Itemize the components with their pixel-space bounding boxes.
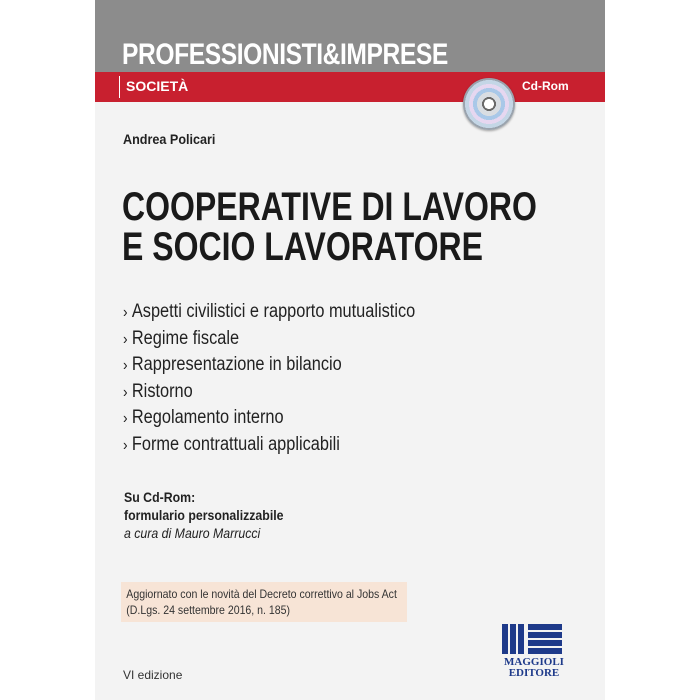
title-line-2: E SOCIO LAVORATORE bbox=[122, 225, 483, 269]
collana-label: SOCIETÀ bbox=[126, 78, 189, 94]
cdrom-label: Cd-Rom bbox=[522, 79, 569, 93]
list-item: › Rappresentazione in bilancio bbox=[123, 354, 342, 375]
update-note-line-2: (D.Lgs. 24 settembre 2016, n. 185) bbox=[126, 603, 291, 617]
title-line-1: COOPERATIVE DI LAVORO bbox=[122, 185, 537, 229]
chevron-right-icon: › bbox=[123, 383, 128, 401]
series-name: PROFESSIONISTI&IMPRESE bbox=[122, 38, 448, 71]
chevron-right-icon: › bbox=[123, 304, 128, 321]
cd-disc-icon bbox=[463, 78, 515, 130]
topics-list bbox=[123, 299, 415, 458]
cd-contents-item: formulario personalizzabile bbox=[124, 507, 284, 523]
list-item: › Regime fiscale bbox=[123, 327, 240, 349]
list-item: › Forme contrattuali applicabili bbox=[123, 433, 340, 455]
author-name: Andrea Policari bbox=[123, 131, 216, 147]
chevron-right-icon: › bbox=[123, 357, 128, 374]
edition-label: VI edizione bbox=[123, 668, 183, 682]
update-note-box bbox=[121, 582, 407, 622]
cd-contents bbox=[124, 488, 284, 542]
book-cover bbox=[95, 0, 605, 700]
cd-contents-curator: a cura di Mauro Marrucci bbox=[124, 525, 261, 541]
list-item: › Regolamento interno bbox=[123, 407, 284, 428]
collana-divider bbox=[119, 76, 120, 98]
list-item: › Ristorno bbox=[123, 380, 193, 402]
chevron-right-icon: › bbox=[123, 410, 128, 427]
cd-contents-heading: Su Cd-Rom: bbox=[124, 489, 196, 505]
book-title bbox=[122, 187, 537, 267]
collana-band bbox=[95, 72, 605, 102]
publisher-name: MAGGIOLI EDITORE bbox=[504, 656, 564, 679]
list-item: › Aspetti civilistici e rapporto mutualistico bbox=[123, 301, 416, 322]
chevron-right-icon: › bbox=[123, 436, 128, 454]
update-note-line-1: Aggiornato con le novità del Decreto correttivo al Jobs Act bbox=[126, 587, 397, 601]
chevron-right-icon: › bbox=[123, 330, 128, 348]
